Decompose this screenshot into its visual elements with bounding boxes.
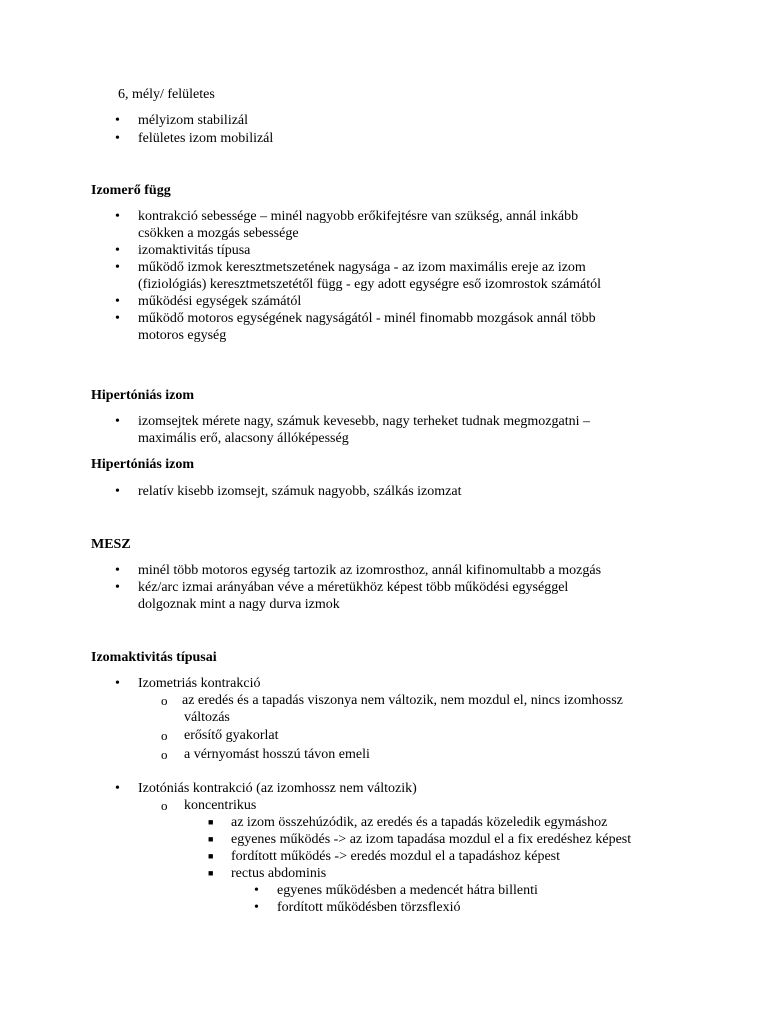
list-item-continuation: csökken a mozgás sebessége <box>138 226 299 241</box>
bullet-icon: • <box>254 883 259 898</box>
square-bullet-icon: ■ <box>208 817 214 827</box>
bullet-icon: • <box>115 243 120 258</box>
bullet-icon: • <box>115 260 120 275</box>
list-item: működő motoros egységének nagyságától - minél finomabb mozgások annál több <box>138 311 596 326</box>
bullet-icon: • <box>115 311 120 326</box>
list-item: minél több motoros egység tartozik az izomrosthoz, annál kifinomultabb a mozgás <box>138 563 602 578</box>
list-item: mélyizom stabilizál <box>138 113 249 128</box>
bullet-icon: • <box>115 580 120 595</box>
list-item: Izometriás kontrakció <box>138 676 261 691</box>
section-heading: Izomaktivitás típusai <box>91 650 217 665</box>
bullet-icon: • <box>254 900 259 915</box>
bullet-icon: • <box>115 414 120 429</box>
circle-bullet-icon: o <box>161 798 168 813</box>
circle-bullet-icon: o <box>161 747 168 762</box>
list-item: izomsejtek mérete nagy, számuk kevesebb, nagy terheket tudnak megmozgatni – <box>138 414 590 429</box>
sub-list-item: koncentrikus <box>184 798 257 813</box>
sub-list-item-continuation: változás <box>184 710 230 725</box>
sub-sub-list-item: egyenes működés -> az izom tapadása mozdul el a fix eredéshez képest <box>231 832 632 847</box>
list-item-continuation: (fiziológiás) keresztmetszetétől függ - egy adott egységre eső izomrostok számától <box>138 277 602 292</box>
list-item: felületes izom mobilizál <box>138 131 274 146</box>
list-item-continuation: dolgoznak mint a nagy durva izmok <box>138 597 340 612</box>
list-item: kéz/arc izmai arányában véve a méretükhöz képest több működési egységgel <box>138 580 569 595</box>
sub-sub-list-item: rectus abdominis <box>231 866 327 881</box>
list-item: relatív kisebb izomsejt, számuk nagyobb, szálkás izomzat <box>138 484 462 499</box>
bullet-icon: • <box>115 781 120 796</box>
bullet-icon: • <box>115 131 120 146</box>
bullet-icon: • <box>115 484 120 499</box>
list-item: működő izmok keresztmetszetének nagysága - az izom maximális ereje az izom <box>138 260 586 275</box>
sub-list-item: a vérnyomást hosszú távon emeli <box>184 747 370 762</box>
circle-bullet-icon: o <box>161 693 168 708</box>
section-heading: Hipertóniás izom <box>91 388 195 403</box>
list-item: kontrakció sebessége – minél nagyobb erőkifejtésre van szükség, annál inkább <box>138 209 579 224</box>
bullet-icon: • <box>115 209 120 224</box>
square-bullet-icon: ■ <box>208 868 214 878</box>
list-item: Izotóniás kontrakció (az izomhossz nem változik) <box>138 781 417 796</box>
sub-sub-list-item: az izom összehúzódik, az eredés és a tapadás közeledik egymáshoz <box>231 815 608 830</box>
bullet-icon: • <box>115 676 120 691</box>
circle-bullet-icon: o <box>161 728 168 743</box>
list-item-continuation: maximális erő, alacsony állóképesség <box>138 431 349 446</box>
sub-list-item: erősítő gyakorlat <box>184 728 279 743</box>
bullet-icon: • <box>115 294 120 309</box>
sub-list-item: az eredés és a tapadás viszonya nem változik, nem mozdul el, nincs izomhossz <box>182 693 623 708</box>
square-bullet-icon: ■ <box>208 834 214 844</box>
section-heading: MESZ <box>91 537 131 552</box>
deep-list-item: egyenes működésben a medencét hátra billenti <box>277 883 538 898</box>
list-item-continuation: motoros egység <box>138 328 227 343</box>
square-bullet-icon: ■ <box>208 851 214 861</box>
section-heading: Izomerő függ <box>91 183 171 198</box>
section-heading: Hipertóniás izom <box>91 457 195 472</box>
bullet-icon: • <box>115 563 120 578</box>
deep-list-item: fordított működésben törzsflexió <box>277 900 461 915</box>
intro-line: 6, mély/ felületes <box>118 87 215 102</box>
bullet-icon: • <box>115 113 120 128</box>
sub-sub-list-item: fordított működés -> eredés mozdul el a tapadáshoz képest <box>231 849 561 864</box>
list-item: izomaktivitás típusa <box>138 243 251 258</box>
list-item: működési egységek számától <box>138 294 302 309</box>
